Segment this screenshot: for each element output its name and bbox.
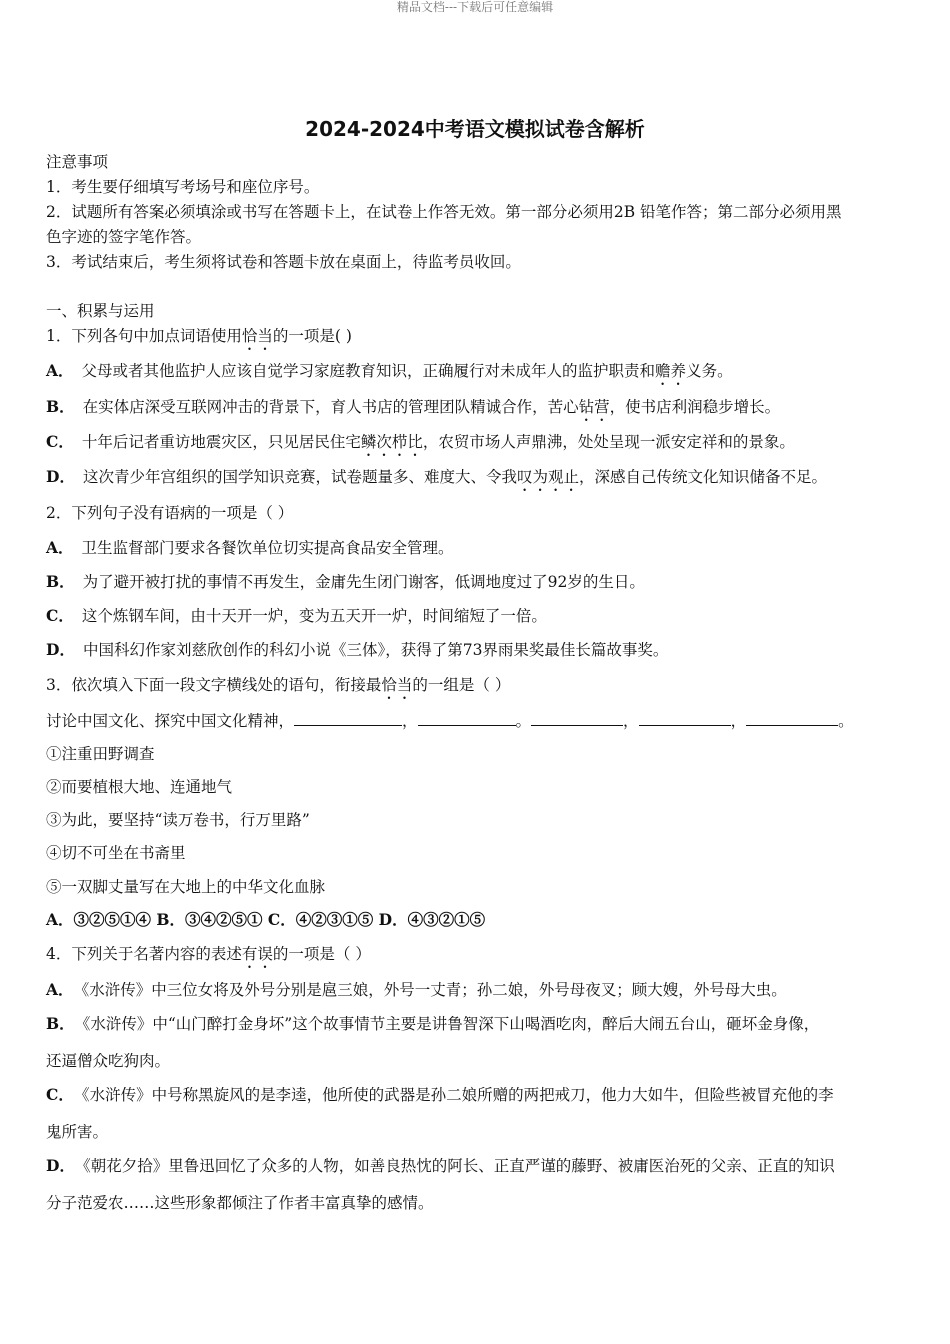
question-1-option-a: A． 父母或者其他监护人应该自觉学习家庭教育知识，正确履行对未成年人的监护职责和赡养义务。 [46,361,733,380]
question-1-option-b: B． 在实体店深受互联网冲击的背景下，育人书店的管理团队精诚合作，苦心钻营，使书店利润稳步增长。 [46,397,781,416]
answer-blank [639,710,731,726]
question-2-stem: 2．下列句子没有语病的一项是（ ） [46,504,294,522]
question-4-option-c-cont: 鬼所害。 [46,1123,109,1141]
question-1-option-c: C． 十年后记者重访地震灾区，只见居民住宅鳞次栉比，农贸市场人声鼎沸，处处呈现一派安定祥和的景象。 [46,432,795,451]
notice-item: 2．试题所有答案必须填涂或书写在答题卡上，在试卷上作答无效。第一部分必须用2B 铅笔作答；第二部分必须用黑 [46,203,842,221]
answer-blank [418,710,516,726]
notice-item: 1．考生要仔细填写考场号和座位序号。 [46,178,320,196]
question-1-stem: 1．下列各句中加点词语使用恰当的一项是( ) [46,327,352,345]
question-4-stem: 4．下列关于名著内容的表述有误的一项是（ ） [46,945,371,963]
question-2-option-d: D． 中国科幻作家刘慈欣创作的科幻小说《三体》，获得了第73界雨果奖最佳长篇故事奖。 [46,640,669,659]
question-3-item: ③为此，要坚持“读万卷书，行万里路” [46,811,310,829]
question-3-item: ①注重田野调查 [46,745,155,763]
question-3-stem: 3．依次填入下面一段文字横线处的语句，衔接最恰当的一组是（ ） [46,676,511,694]
question-3-passage: 讨论中国文化、探究中国文化精神， ， 。 ， ， 。 [46,712,854,730]
question-4-option-c: C． 《水浒传》中号称黑旋风的是李逵，他所使的武器是孙二娘所赠的两把戒刀，他力大如牛，但险些被冒充他的李 [46,1085,834,1104]
notice-heading: 注意事项 [46,153,109,171]
question-4-option-a: A． 《水浒传》中三位女将及外号分别是扈三娘，外号一丈青；孙二娘，外号母夜叉；顾大嫂，外号母大虫。 [46,980,787,999]
question-4-option-b-cont: 还逼僧众吃狗肉。 [46,1052,171,1070]
notice-item: 3．考试结束后，考生须将试卷和答题卡放在桌面上，待监考员收回。 [46,253,521,271]
answer-blank [294,710,402,726]
question-3-item: ⑤一双脚丈量写在大地上的中华文化血脉 [46,878,326,896]
question-4-option-d-cont: 分子范爱农……这些形象都倾注了作者丰富真挚的感情。 [46,1194,434,1212]
question-4-option-b: B． 《水浒传》中“山门醉打金身坏”这个故事情节主要是讲鲁智深下山喝酒吃肉，醉后大闹五台山，砸坏金身像， [46,1014,820,1033]
question-3-options: A．③②⑤①④ B．③④②⑤① C．④②③①⑤ D．④③②①⑤ [46,910,486,929]
question-3-item: ②而要植根大地、连通地气 [46,778,233,796]
notice-item: 色字迹的签字笔作答。 [46,228,202,246]
answer-blank [531,710,623,726]
question-2-option-a: A． 卫生监督部门要求各餐饮单位切实提高食品安全管理。 [46,538,454,557]
answer-blank [746,710,838,726]
question-2-option-c: C． 这个炼钢车间，由十天开一炉，变为五天开一炉，时间缩短了一倍。 [46,606,547,625]
question-3-item: ④切不可坐在书斋里 [46,844,186,862]
page-title: 2024-2024中考语文模拟试卷含解析 [305,117,645,141]
section-heading: 一、积累与运用 [46,302,155,320]
question-2-option-b: B． 为了避开被打扰的事情不再发生，金庸先生闭门谢客，低调地度过了92岁的生日。 [46,572,645,591]
page-header: 精品文档---下载后可任意编辑 [396,0,554,14]
question-1-option-d: D． 这次青少年宫组织的国学知识竞赛，试卷题量多、难度大、令我叹为观止，深感自己传统文化知识储备不足。 [46,467,827,486]
question-4-option-d: D． 《朝花夕拾》里鲁迅回忆了众多的人物，如善良热忱的阿长、正直严谨的藤野、被庸医治死的父亲、正直的知识 [46,1156,835,1175]
